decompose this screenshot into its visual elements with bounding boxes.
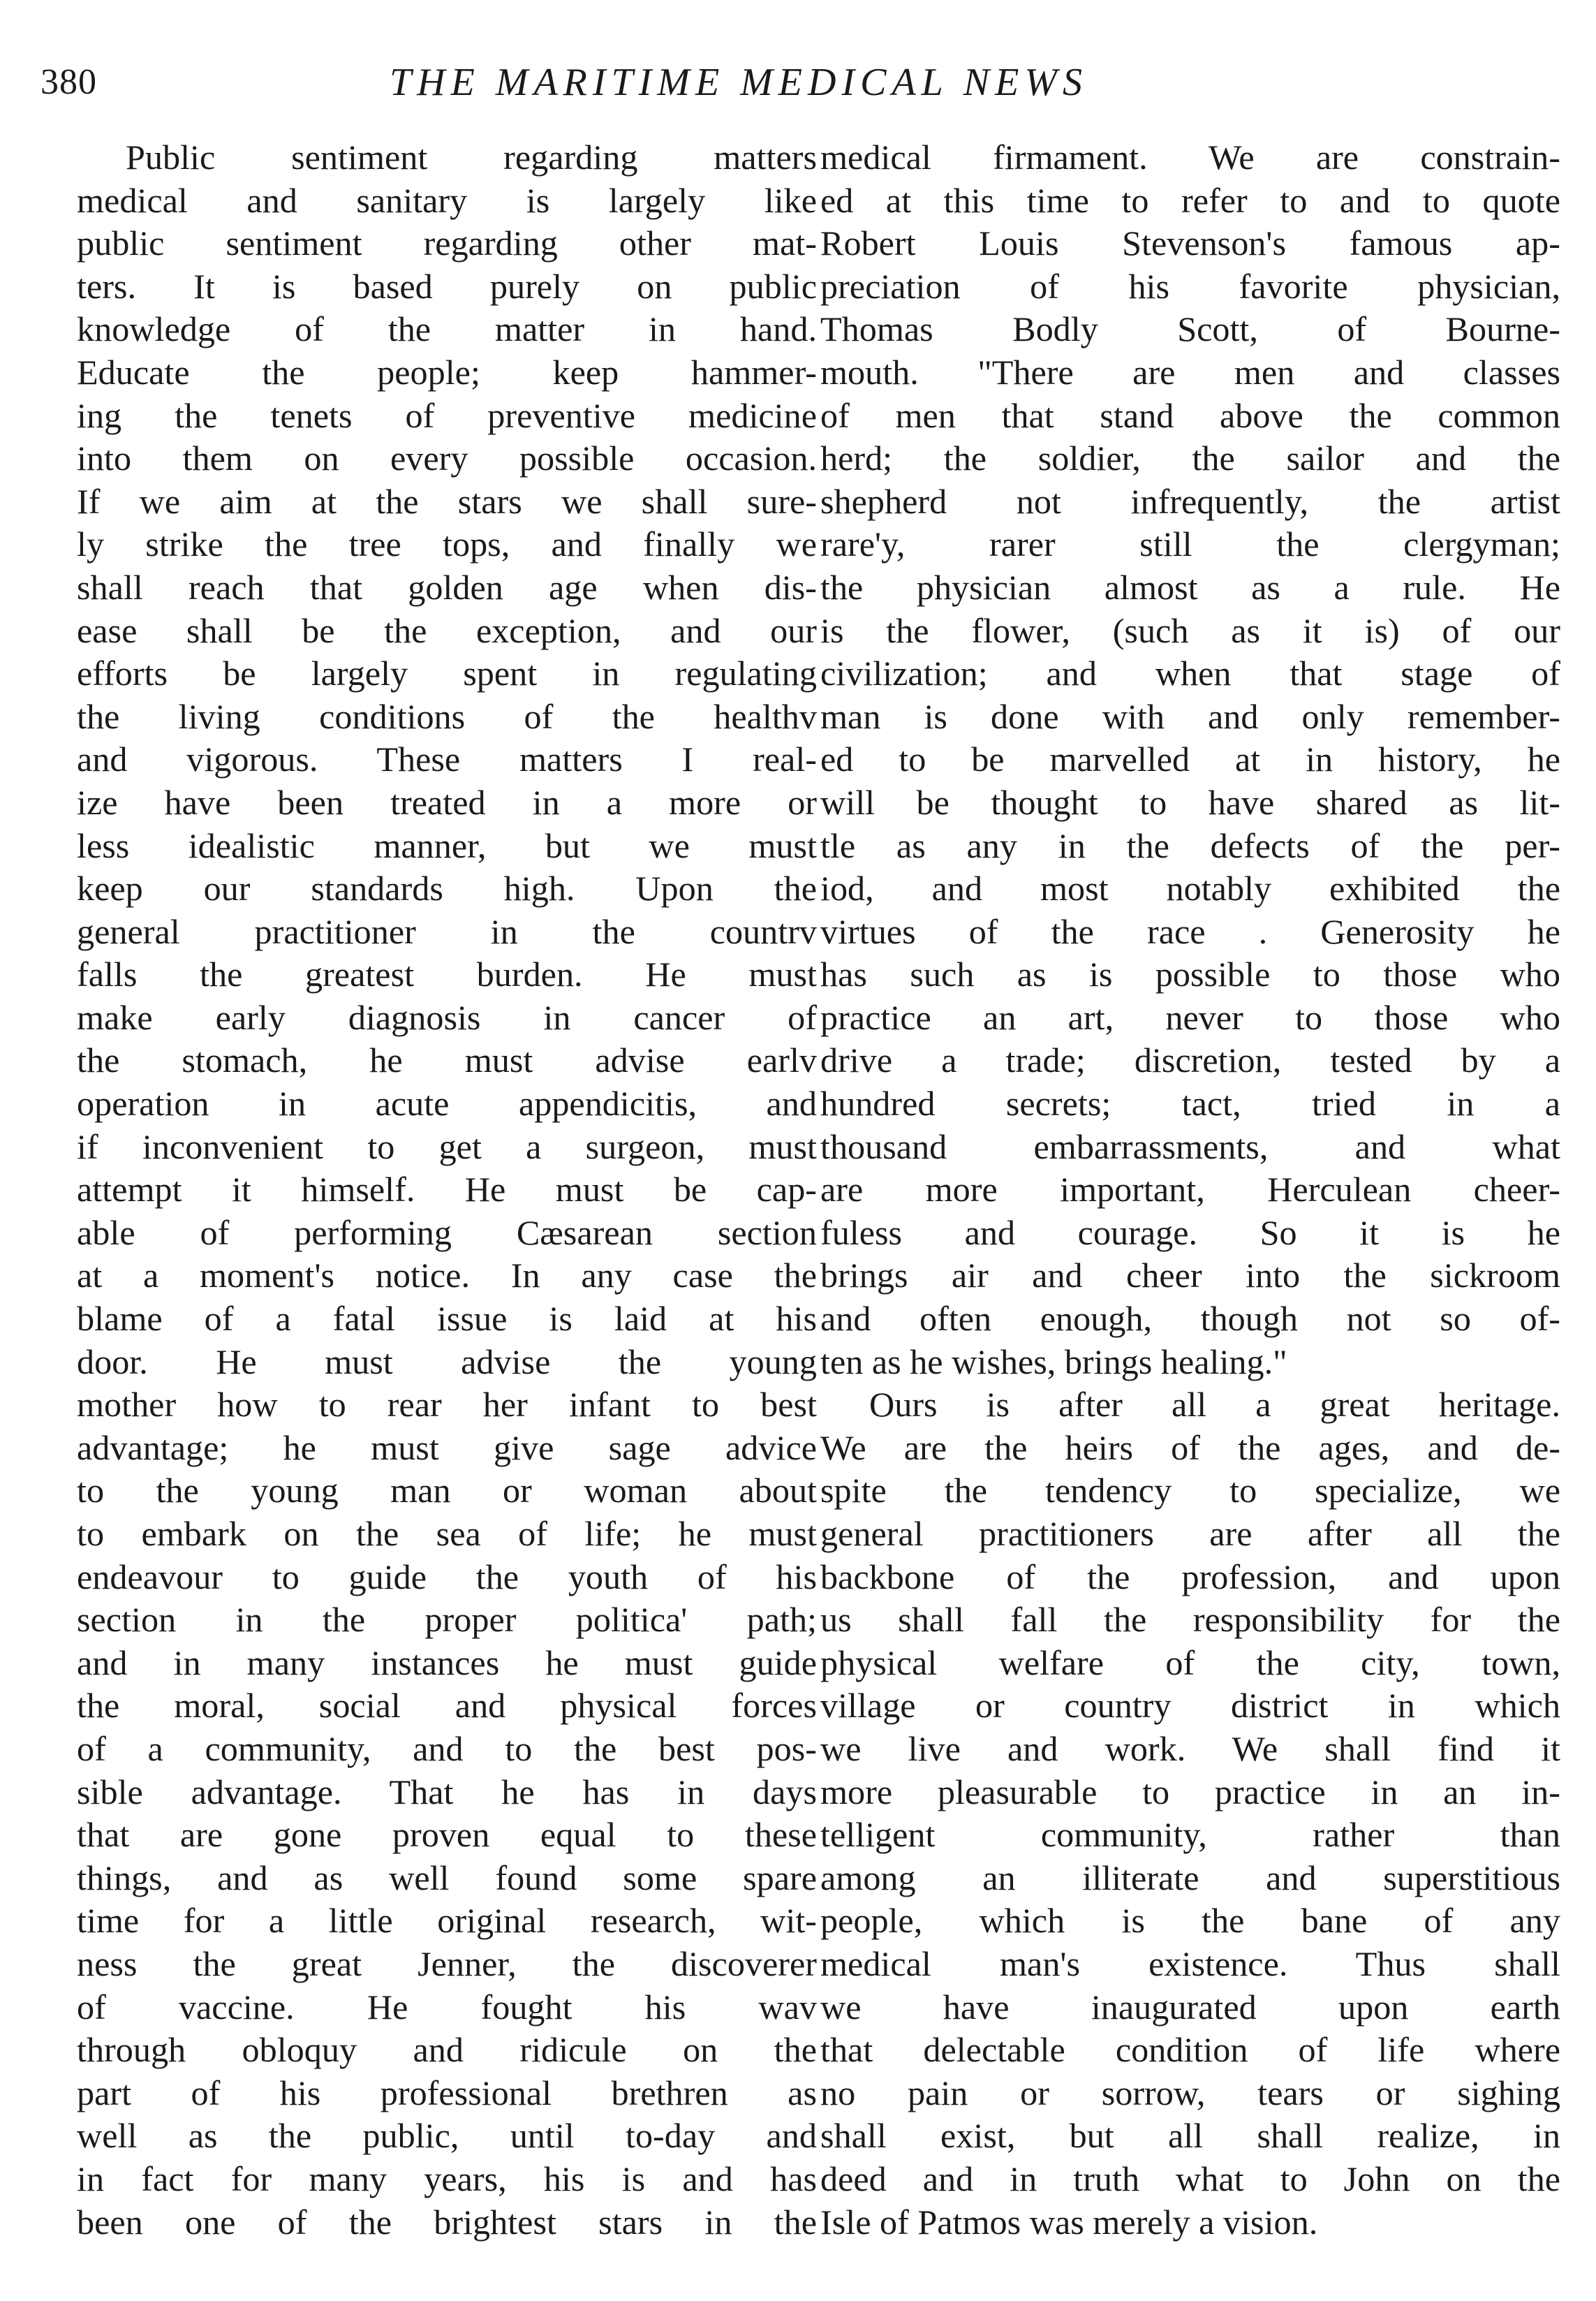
text-line: more pleasurable to practice in an in- (820, 1772, 1560, 1811)
text-line: we have inaugurated upon earth (820, 1987, 1560, 2027)
text-line: make early diagnosis in cancer of (77, 997, 817, 1037)
running-title: THE MARITIME MEDICAL NEWS (390, 61, 1088, 104)
text-line: of men that stand above the common (820, 395, 1560, 435)
text-line: and vigorous. These matters I real- (77, 740, 817, 779)
text-line: shall exist, but all shall realize, in (820, 2116, 1560, 2156)
text-line: endeavour to guide the youth of his (77, 1557, 817, 1596)
text-line: ly strike the tree tops, and finally we (77, 524, 817, 564)
text-line: people, which is the bane of any (820, 1901, 1560, 1941)
text-line: part of his professional brethren as (77, 2073, 817, 2112)
text-line: things, and as well found some spare (77, 1858, 817, 1897)
text-line: telligent community, rather than (820, 1815, 1560, 1855)
text-line: Thomas Bodly Scott, of Bourne- (820, 309, 1560, 349)
text-line: practice an art, never to those who (820, 997, 1560, 1037)
text-line: drive a trade; discretion, tested by a (820, 1041, 1560, 1080)
text-line: ing the tenets of preventive medicine (77, 395, 817, 435)
text-line: door. He must advise the young (77, 1341, 817, 1381)
text-line: general practitioner in the countrv (77, 911, 817, 951)
text-line: medical firmament. We are constrain- (820, 138, 1560, 177)
text-line: medical and sanitary is largely like (77, 180, 817, 220)
text-line: shepherd not infrequently, the artist (820, 481, 1560, 521)
text-line: operation in acute appendicitis, and (77, 1084, 817, 1124)
right-text-column (820, 136, 1560, 2244)
text-line: brings air and cheer into the sickroom (820, 1256, 1560, 1295)
text-line: general practitioners are after all the (820, 1514, 1560, 1553)
text-line: Ours is after all a great heritage. (869, 1385, 1560, 1425)
text-line: deed and in truth what to John on the (820, 2159, 1560, 2198)
text-line: shall reach that golden age when dis- (77, 567, 817, 607)
text-line: has such as is possible to those who (820, 955, 1560, 994)
text-line: preciation of his favorite physician, (820, 266, 1560, 306)
text-line: mother how to rear her infant to best (77, 1385, 817, 1425)
text-line: man is done with and only remember- (820, 696, 1560, 736)
text-line: section in the proper politica' path; (77, 1600, 817, 1640)
text-line: spite the tendency to specialize, we (820, 1471, 1560, 1510)
left-text-column (77, 136, 817, 2244)
text-line: ten as he wishes, brings healing." (820, 1341, 1287, 1381)
text-line: ed to be marvelled at in history, he (820, 740, 1560, 779)
text-line: We are the heirs of the ages, and de- (820, 1427, 1560, 1467)
text-line: ed at this time to refer to and to quote (820, 180, 1560, 220)
text-line: able of performing Cæsarean section (77, 1212, 817, 1252)
text-line: that are gone proven equal to these (77, 1815, 817, 1855)
text-line: to the young man or woman about (77, 1471, 817, 1510)
text-line: at a moment's notice. In any case the (77, 1256, 817, 1295)
text-line: of a community, and to the best pos- (77, 1728, 817, 1768)
text-line: fuless and courage. So it is he (820, 1212, 1560, 1252)
text-line: rare'y, rarer still the clergyman; (820, 524, 1560, 564)
text-line: are more important, Herculean cheer- (820, 1170, 1560, 1210)
text-line: backbone of the profession, and upon (820, 1557, 1560, 1596)
text-line: mouth. "There are men and classes (820, 352, 1560, 392)
text-line: advantage; he must give sage advice (77, 1427, 817, 1467)
text-line: and in many instances he must guide (77, 1642, 817, 1682)
text-line: ness the great Jenner, the discoverer (77, 1943, 817, 1983)
text-line: Educate the people; keep hammer- (77, 352, 817, 392)
text-line: if inconvenient to get a surgeon, must (77, 1126, 817, 1166)
text-line: ease shall be the exception, and our (77, 610, 817, 650)
text-line: ize have been treated in a more or (77, 782, 817, 822)
text-line: will be thought to have shared as lit- (820, 782, 1560, 822)
text-line: the living conditions of the healthv (77, 696, 817, 736)
text-line: Isle of Patmos was merely a vision. (820, 2202, 1318, 2242)
text-line: public sentiment regarding other mat- (77, 223, 817, 263)
text-line: tle as any in the defects of the per- (820, 825, 1560, 865)
text-line: been one of the brightest stars in the (77, 2202, 817, 2242)
text-line: well as the public, until to-day and (77, 2116, 817, 2156)
text-line: sible advantage. That he has in days (77, 1772, 817, 1811)
text-line: efforts be largely spent in regulating (77, 654, 817, 693)
text-line: virtues of the race . Generosity he (820, 911, 1560, 951)
text-line: and often enough, though not so of- (820, 1299, 1560, 1339)
text-line: blame of a fatal issue is laid at his (77, 1299, 817, 1339)
text-line: herd; the soldier, the sailor and the (820, 439, 1560, 478)
text-line: to embark on the sea of life; he must (77, 1514, 817, 1553)
text-line: of vaccine. He fought his wav (77, 1987, 817, 2027)
text-line: thousand embarrassments, and what (820, 1126, 1560, 1166)
text-line: Public sentiment regarding matters (126, 138, 817, 177)
text-line: keep our standards high. Upon the (77, 869, 817, 909)
text-line: through obloquy and ridicule on the (77, 2030, 817, 2070)
text-line: us shall fall the responsibility for the (820, 1600, 1560, 1640)
text-line: into them on every possible occasion. (77, 439, 817, 478)
text-line: village or country district in which (820, 1686, 1560, 1726)
text-line: less idealistic manner, but we must (77, 825, 817, 865)
text-line: If we aim at the stars we shall sure- (77, 481, 817, 521)
text-line: among an illiterate and superstitious (820, 1858, 1560, 1897)
text-line: ters. It is based purely on public (77, 266, 817, 306)
text-line: iod, and most notably exhibited the (820, 869, 1560, 909)
text-line: the physician almost as a rule. He (820, 567, 1560, 607)
text-line: falls the greatest burden. He must (77, 955, 817, 994)
text-line: in fact for many years, his is and has (77, 2159, 817, 2198)
text-line: hundred secrets; tact, tried in a (820, 1084, 1560, 1124)
text-line: no pain or sorrow, tears or sighing (820, 2073, 1560, 2112)
text-line: is the flower, (such as it is) of our (820, 610, 1560, 650)
text-line: that delectable condition of life where (820, 2030, 1560, 2070)
text-line: we live and work. We shall find it (820, 1728, 1560, 1768)
text-line: Robert Louis Stevenson's famous ap- (820, 223, 1560, 263)
text-line: civilization; and when that stage of (820, 654, 1560, 693)
text-line: time for a little original research, wit- (77, 1901, 817, 1941)
page-number: 380 (40, 62, 97, 102)
text-line: the moral, social and physical forces (77, 1686, 817, 1726)
page-header (40, 54, 1556, 110)
text-line: knowledge of the matter in hand. (77, 309, 817, 349)
text-line: attempt it himself. He must be cap- (77, 1170, 817, 1210)
text-line: physical welfare of the city, town, (820, 1642, 1560, 1682)
text-line: medical man's existence. Thus shall (820, 1943, 1560, 1983)
text-line: the stomach, he must advise earlv (77, 1041, 817, 1080)
